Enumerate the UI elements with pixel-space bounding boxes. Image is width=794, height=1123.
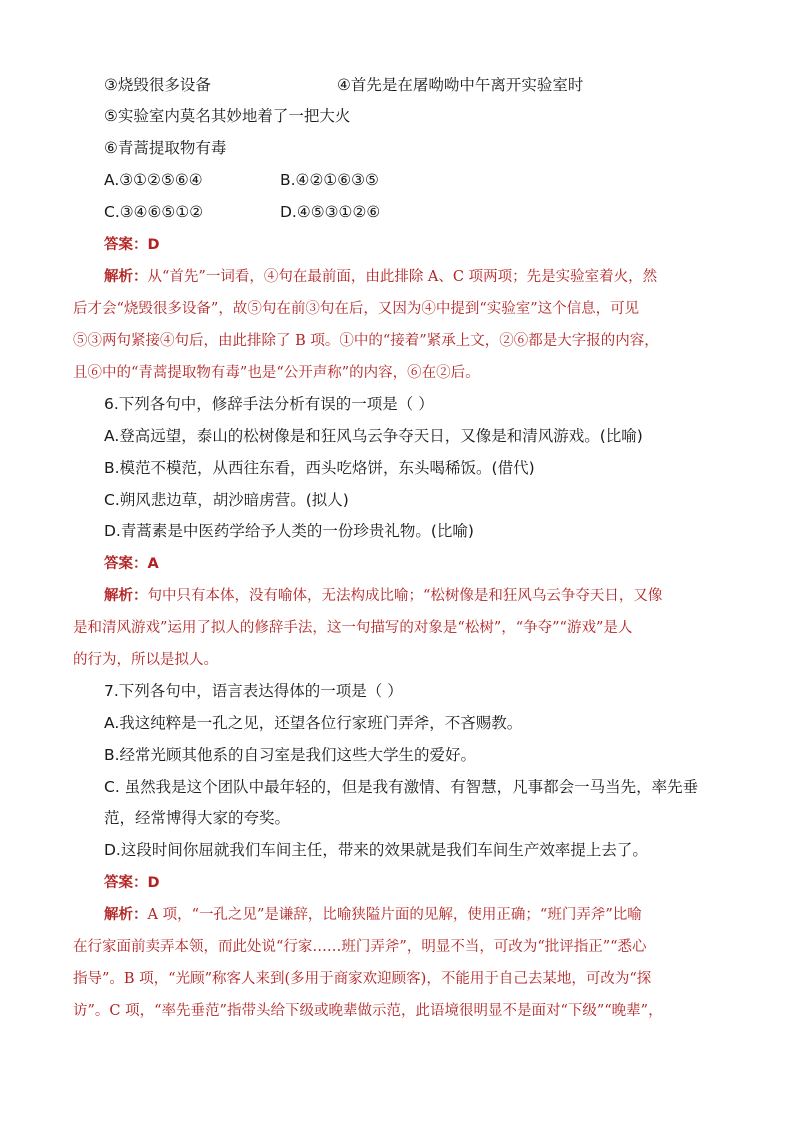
answer-label: 答案： [104, 237, 148, 253]
q7-option-c-line-1: C. 虽然我是这个团队中最年轻的，但是我有激情、有智慧，凡事都会一马当先，率先垂 [104, 778, 699, 796]
q7-answer [104, 871, 160, 894]
q5-analysis-line-3: ⑤③两句紧接④句后，由此排除了 B 项。①中的“接着”紧承上文，②⑥都是大字报的内容， [73, 333, 659, 349]
q5-analysis-line-4: 且⑥中的“青蒿提取物有毒”也是“公开声称”的内容，⑥在②后。 [73, 365, 480, 381]
q7-analysis-line-2: 在行家面前卖弄本领，而此处说“行家……班门弄斧”，明显不当，可改为“批评指正”“悉心 [73, 939, 647, 955]
answer-value: D [147, 237, 160, 253]
analysis-label: 解析： [104, 269, 148, 285]
analysis-label: 解析： [104, 907, 148, 923]
q6-analysis-line-2: 是和清风游戏”运用了拟人的修辞手法，这一句描写的对象是“松树”，“争夺”“游戏”是人 [73, 620, 633, 636]
q7-option-d: D.这段时间你屈就我们车间主任，带来的效果就是我们车间生产效率提上去了。 [104, 841, 648, 859]
q6-answer [104, 552, 159, 575]
answer-value: A [147, 556, 159, 572]
answer-label: 答案： [104, 556, 148, 572]
analysis-text: 从“首先”一词看，④句在最前面，由此排除 A、C 项两项；先是实验室着火，然 [147, 269, 658, 285]
q7-analysis-line-1 [104, 904, 642, 926]
q5-analysis-line-1 [104, 266, 657, 288]
analysis-text: A 项，“一孔之见”是谦辞，比喻狭隘片面的见解，使用正确；“班门弄斧”比喻 [147, 907, 642, 923]
answer-label: 答案： [104, 875, 148, 891]
q5-option-b: B.④②①⑥③⑤ [280, 171, 379, 189]
q6-option-b: B.模范不模范，从西往东看，西头吃烙饼，东头喝稀饭。(借代) [104, 459, 535, 477]
q7-option-c-line-2: 范，经常博得大家的夸奖。 [104, 809, 291, 827]
q5-item-5: ⑤实验室内莫名其妙地着了一把大火 [104, 107, 351, 125]
q7-option-b: B.经常光顾其他系的自习室是我们这些大学生的爱好。 [104, 746, 477, 764]
answer-value: D [147, 875, 160, 891]
q6-option-c: C.朔风悲边草，胡沙暗虏营。(拟人) [104, 491, 349, 509]
q5-item-6: ⑥青蒿提取物有毒 [104, 139, 227, 157]
q7-analysis-line-4: 访”。C 项，“率先垂范”指带头给下级或晚辈做示范，此语境很明显不是面对“下级”“晚辈”， [73, 1003, 663, 1019]
analysis-label: 解析： [104, 588, 148, 604]
q6-stem: 6.下列各句中，修辞手法分析有误的一项是（ ） [104, 395, 434, 413]
q6-analysis-line-1 [104, 585, 662, 607]
q5-analysis-line-2: 后才会“烧毁很多设备”，故⑤句在前③句在后，又因为④中提到“实验室”这个信息，可见 [73, 301, 640, 317]
q7-stem: 7.下列各句中，语言表达得体的一项是（ ） [104, 682, 403, 700]
q6-option-d: D.青蒿素是中医药学给予人类的一份珍贵礼物。(比喻) [104, 522, 474, 540]
q7-option-a: A.我这纯粹是一孔之见，还望各位行家班门弄斧，不吝赐教。 [104, 714, 523, 732]
q5-option-d: D.④⑤③①②⑥ [280, 203, 381, 221]
q6-option-a: A.登高远望，泰山的松树像是和狂风乌云争夺天日，又像是和清风游戏。(比喻) [104, 427, 643, 445]
q5-answer [104, 233, 160, 256]
q5-item-3: ③烧毁很多设备 [104, 76, 211, 94]
analysis-text: 句中只有本体，没有喻体，无法构成比喻；“松树像是和狂风乌云争夺天日，又像 [147, 588, 663, 604]
q5-option-c: C.③④⑥⑤①② [104, 203, 204, 221]
q5-item-4: ④首先是在屠呦呦中午离开实验室时 [337, 76, 584, 94]
q6-analysis-line-3: 的行为，所以是拟人。 [73, 652, 218, 668]
q7-analysis-line-3: 指导”。B 项，“光顾”称客人来到(多用于商家欢迎顾客)，不能用于自己去某地，可改为“探 [73, 971, 652, 987]
q5-option-a: A.③①②⑤⑥④ [104, 171, 203, 189]
